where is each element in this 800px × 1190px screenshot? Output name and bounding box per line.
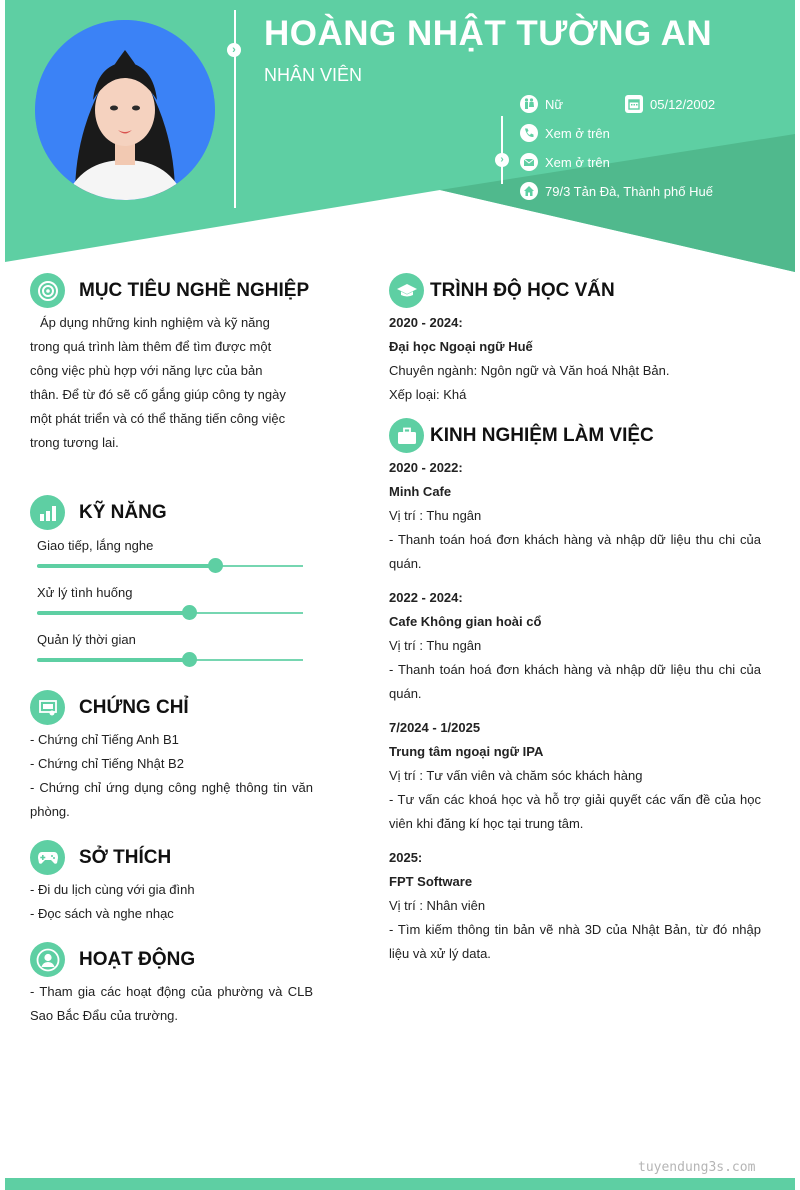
- objective-line: trong tương lai.: [30, 435, 119, 450]
- job-description: - Tìm kiếm thông tin bản vẽ nhà 3D của Nhật Bản, từ đó nhập liệu và xử lý data.: [389, 922, 761, 961]
- briefcase-icon: [389, 418, 424, 453]
- job-period: 7/2024 - 1/2025: [389, 720, 481, 735]
- user-icon: [30, 942, 65, 977]
- skill-label: Quản lý thời gian: [37, 632, 136, 647]
- objective-line: công việc phù hợp với năng lực của bản: [30, 363, 263, 378]
- phone-icon: [520, 124, 538, 142]
- job-position: Vị trí : Thu ngân: [389, 638, 482, 653]
- candidate-title: NHÂN VIÊN: [264, 65, 363, 85]
- job-entry: [389, 456, 761, 576]
- certificate-item: - Chứng chỉ Tiếng Anh B1: [30, 732, 179, 747]
- address-value: 79/3 Tản Đà, Thành phố Huế: [545, 183, 713, 199]
- education-major: Chuyên ngành: Ngôn ngữ và Văn hoá Nhật Bản.: [389, 363, 670, 378]
- job-entry: [389, 586, 761, 706]
- hobbies-list: [30, 878, 313, 926]
- profile-photo: [35, 20, 215, 200]
- gender-info: [520, 95, 563, 113]
- certificates-title: CHỨNG CHỈ: [79, 696, 189, 718]
- skill-bar-fill: [37, 564, 215, 568]
- hobby-item: - Đi du lịch cùng với gia đình: [30, 882, 195, 897]
- candidate-name: HOÀNG NHẬT TƯỜNG AN: [264, 14, 713, 53]
- education-grade: Xếp loại: Khá: [389, 387, 467, 402]
- job-entry: [389, 716, 761, 836]
- gender-icon: [520, 95, 538, 113]
- job-entry: [389, 846, 761, 966]
- address-info: [520, 182, 713, 200]
- certificates-list: [30, 728, 313, 824]
- skill-label: Giao tiếp, lắng nghe: [37, 538, 154, 553]
- activities-list: [30, 980, 313, 1028]
- phone-value: Xem ở trên: [545, 125, 610, 141]
- skill-label: Xử lý tình huống: [37, 585, 133, 600]
- cv-header: [5, 0, 795, 275]
- certificate-item: - Chứng chỉ ứng dụng công nghệ thông tin văn phòng.: [30, 780, 313, 819]
- hobby-item: - Đọc sách và nghe nhạc: [30, 906, 174, 921]
- birthday-info: [625, 95, 715, 113]
- bar-chart-icon: [30, 495, 65, 530]
- activities-title: HOẠT ĐỘNG: [79, 948, 196, 970]
- job-period: 2020 - 2022:: [389, 460, 463, 475]
- skill-level-knob: [182, 652, 197, 667]
- job-period: 2022 - 2024:: [389, 590, 463, 605]
- header-divider: [234, 10, 236, 208]
- job-company: Cafe Không gian hoài cổ: [389, 614, 542, 629]
- certificate-item: - Chứng chỉ Tiếng Nhật B2: [30, 756, 184, 771]
- certificate-icon: [30, 690, 65, 725]
- objective-title: MỤC TIÊU NGHỀ NGHIỆP: [79, 279, 310, 301]
- education-title: TRÌNH ĐỘ HỌC VẤN: [430, 279, 615, 301]
- skill-level-knob: [182, 605, 197, 620]
- contact-divider: [501, 116, 503, 184]
- job-position: Vị trí : Thu ngân: [389, 508, 482, 523]
- skill-level-knob: [208, 558, 223, 573]
- objective-line: trong quá trình làm thêm để tìm được một: [30, 339, 272, 354]
- education-school: Đại học Ngoại ngữ Huế: [389, 339, 533, 354]
- objective-line: Áp dụng những kinh nghiệm và kỹ năng: [40, 315, 270, 330]
- skill-bar-fill: [37, 611, 189, 615]
- home-icon: [520, 182, 538, 200]
- birthday-value: 05/12/2002: [650, 96, 716, 112]
- objective-text: [30, 311, 320, 455]
- chevron-right-icon: ›: [227, 43, 241, 57]
- job-position: Vị trí : Tư vấn viên và chăm sóc khách hàng: [389, 768, 643, 783]
- objective-heading: [30, 273, 309, 308]
- skill-bar-fill: [37, 658, 189, 662]
- email-icon: [520, 153, 538, 171]
- skills-heading: [30, 495, 167, 530]
- graduation-cap-icon: [389, 273, 424, 308]
- hobbies-heading: [30, 840, 171, 875]
- job-description: - Thanh toán hoá đơn khách hàng và nhập dữ liệu thu chi của quán.: [389, 662, 761, 701]
- job-company: Trung tâm ngoại ngữ IPA: [389, 744, 544, 759]
- job-position: Vị trí : Nhân viên: [389, 898, 486, 913]
- watermark: tuyendung3s.com: [638, 1160, 756, 1175]
- hobbies-title: SỞ THÍCH: [79, 846, 172, 868]
- calendar-icon: [625, 95, 643, 113]
- job-company: FPT Software: [389, 874, 473, 889]
- email-info: [520, 153, 610, 171]
- job-description: - Thanh toán hoá đơn khách hàng và nhập dữ liệu thu chi của quán.: [389, 532, 761, 571]
- gamepad-icon: [30, 840, 65, 875]
- experience-title: KINH NGHIỆM LÀM VIỆC: [430, 424, 654, 446]
- education-heading: [389, 273, 615, 308]
- activity-item: - Tham gia các hoạt động của phường và CLB Sao Bắc Đẩu của trường.: [30, 984, 313, 1023]
- job-description: - Tư vấn các khoá học và hỗ trợ giải quyết các vấn đề của học viên khi đăng kí học tại trung tâm.: [389, 792, 761, 831]
- chevron-right-icon: ›: [495, 153, 509, 167]
- footer-bar: [5, 1178, 795, 1190]
- certificates-heading: [30, 690, 189, 725]
- email-value: Xem ở trên: [545, 154, 610, 170]
- gender-value: Nữ: [545, 96, 564, 112]
- job-period: 2025:: [389, 850, 423, 865]
- target-icon: [30, 273, 65, 308]
- skills-title: KỸ NĂNG: [79, 501, 167, 523]
- experience-heading: [389, 418, 654, 453]
- phone-info: [520, 124, 610, 142]
- job-company: Minh Cafe: [389, 484, 452, 499]
- objective-line: thân. Để từ đó sẽ cố gắng giúp công ty ngày: [30, 387, 286, 402]
- objective-line: một phát triển và có thể thăng tiến công việc: [30, 411, 286, 426]
- education-period: 2020 - 2024:: [389, 315, 463, 330]
- education-details: [389, 311, 761, 407]
- activities-heading: [30, 942, 195, 977]
